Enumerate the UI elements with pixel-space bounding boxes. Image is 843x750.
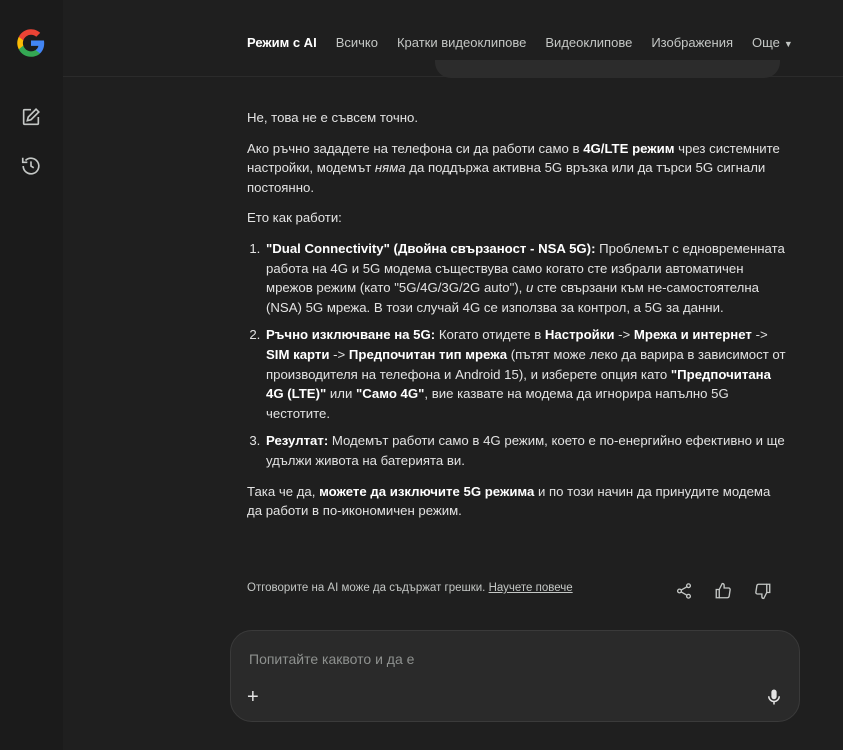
prompt-composer (230, 630, 800, 722)
prompt-input[interactable] (247, 647, 751, 671)
answer-list (247, 239, 787, 471)
answer-paragraph-3: Ето как работи: (247, 210, 342, 226)
list-item: 2. Ръчно изключване на 5G: Когато отидете в Настройки -> Мрежа и интернет -> SIM карти -> Предпочитан тип мрежа (пътят може леко да варира в зависимост от производителя на телефона и Android 15), и изберете опция като "Предпочитана 4G (LTE)" или "Само 4G", вие казвате на модема да игнорира напълно 5G честотите. (264, 325, 787, 423)
tab-all[interactable]: Всичко (335, 35, 378, 50)
list-item: 3. Резултат: Модемът работи само в 4G режим, което е по-енергийно ефективно и ще удължи живота на батерията ви. (264, 431, 787, 470)
disclaimer-text: Отговорите на AI може да съдържат грешки. (247, 582, 489, 594)
tab-videos[interactable]: Видеоклипове (545, 35, 633, 50)
share-icon[interactable] (675, 582, 693, 600)
microphone-icon[interactable] (765, 687, 783, 707)
learn-more-link[interactable]: Научете повече (488, 582, 573, 594)
caret-down-icon: ▼ (783, 39, 793, 49)
list-item: 1. "Dual Connectivity" (Двойна свързаност - NSA 5G): Проблемът с едновременната работа на 4G и 5G модема съществува само когато сте избрали автоматичен мрежов режим (като "5G/4G/3G/2G auto"), и сте свързани към не-самостоятелна (NSA) 5G мрежа. В този случай 4G се използва за контрол, а 5G за данни. (264, 239, 787, 317)
edit-icon[interactable] (20, 106, 42, 128)
add-attachment-button[interactable]: + (247, 686, 259, 708)
ai-answer (247, 108, 787, 532)
history-icon[interactable] (20, 155, 42, 177)
feedback-row (247, 582, 787, 602)
tab-ai-mode[interactable]: Режим с AI (247, 35, 317, 50)
tab-images[interactable]: Изображения (651, 35, 734, 50)
tab-more-label: Още (752, 35, 780, 50)
search-mode-tabs (247, 35, 812, 50)
answer-paragraph-2: Ако ръчно зададете на телефона си да работи само в 4G/LTE режим чрез системните настройки, модемът няма да поддържа активна 5G връзка или да търси 5G сигнали постоянно. (247, 140, 780, 195)
thumbs-down-icon[interactable] (754, 582, 772, 600)
answer-paragraph-4: Така че да, можете да изключите 5G режима и по този начин да принудите модема да работи в по-икономичен режим. (247, 483, 771, 519)
thumbs-up-icon[interactable] (714, 582, 732, 600)
tab-short-videos[interactable]: Кратки видеоклипове (396, 35, 527, 50)
answer-paragraph-1: Не, това не е съвсем точно. (247, 110, 418, 125)
side-rail (0, 0, 63, 750)
google-logo[interactable] (16, 28, 46, 58)
tab-more[interactable] (752, 35, 793, 50)
previous-question-bubble (435, 60, 780, 78)
